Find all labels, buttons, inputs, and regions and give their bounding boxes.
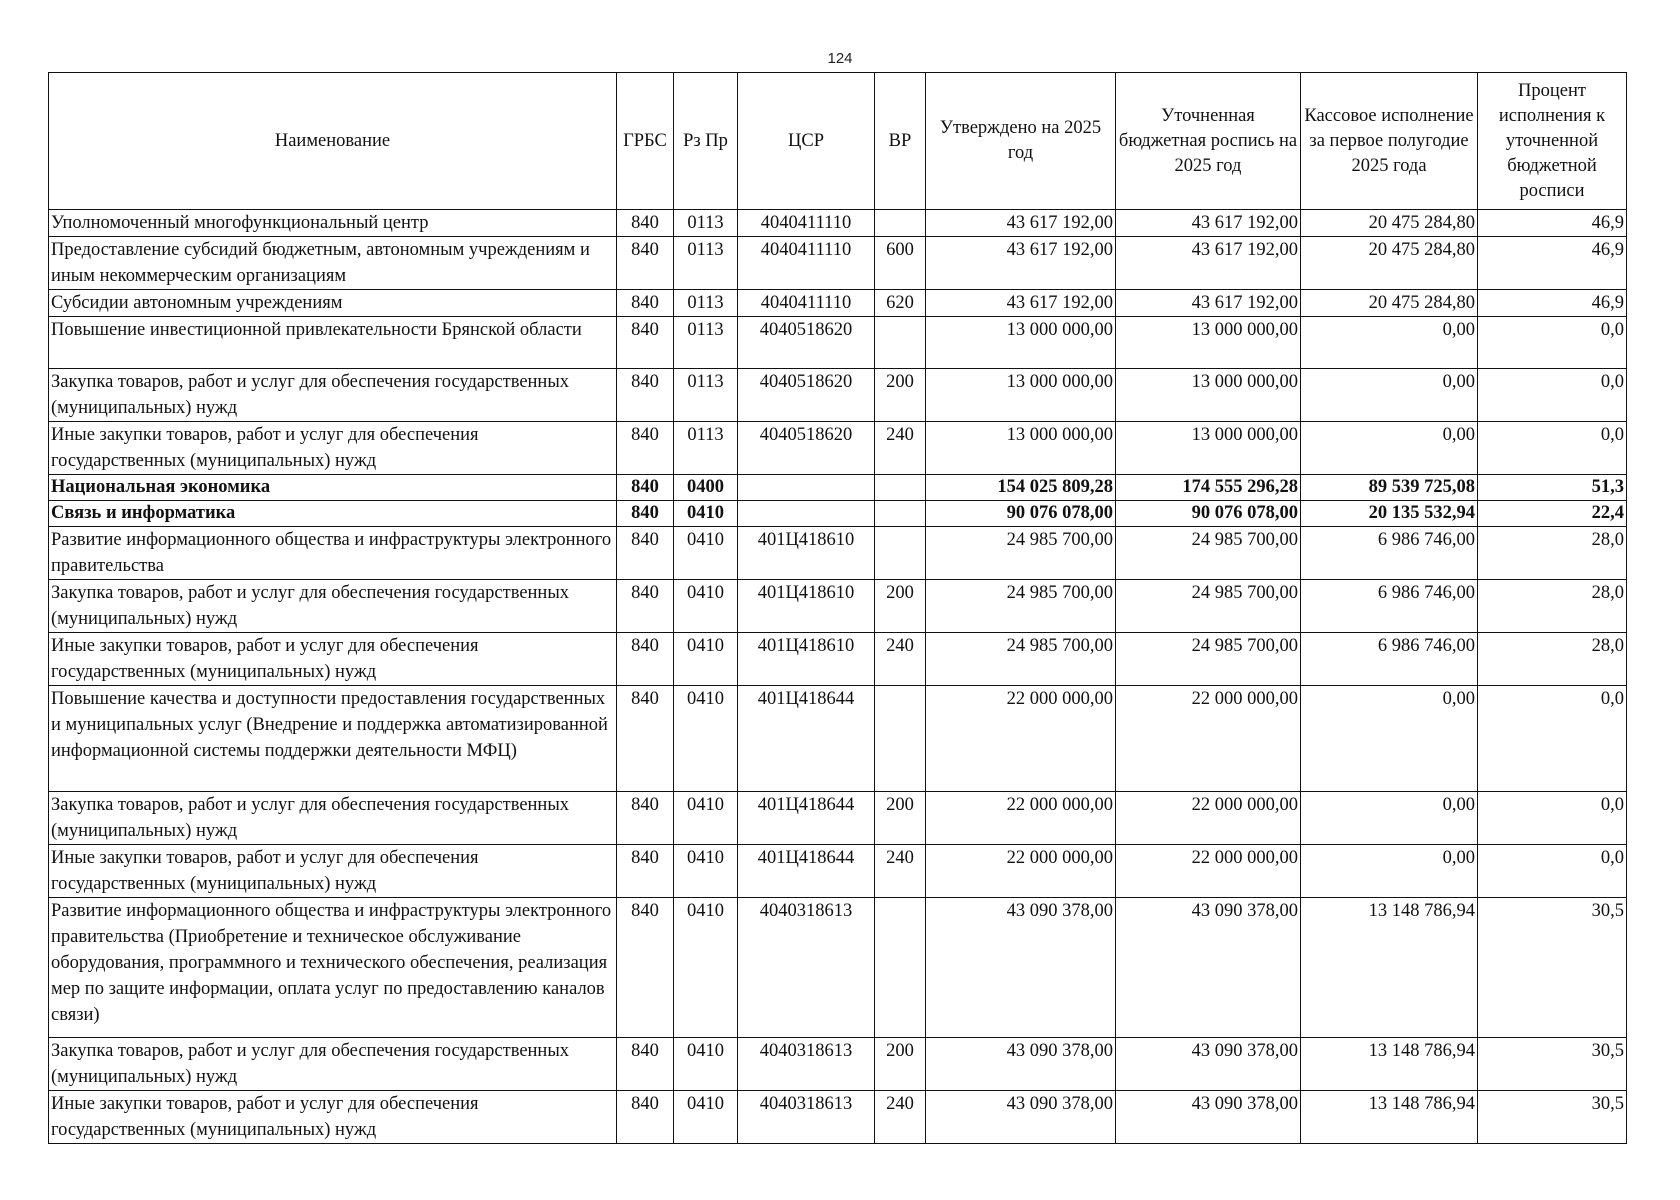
- header-rzpr: Рз Пр: [674, 73, 738, 210]
- cell-name: Закупка товаров, работ и услуг для обеспечения государственных (муниципальных) нужд: [49, 369, 617, 422]
- cell-vr: [875, 210, 926, 237]
- cell-cash: 0,00: [1301, 317, 1478, 369]
- cell-rzpr: 0113: [674, 237, 738, 290]
- table-row: [49, 501, 1627, 527]
- table-row: [49, 290, 1627, 317]
- table-row: [49, 845, 1627, 898]
- cell-refined: 24 985 700,00: [1116, 527, 1301, 580]
- cell-refined: 43 090 378,00: [1116, 898, 1301, 1038]
- cell-percent: 28,0: [1478, 633, 1627, 686]
- table-row: [49, 580, 1627, 633]
- cell-approved: 24 985 700,00: [926, 633, 1116, 686]
- cell-grbs: 840: [617, 580, 674, 633]
- cell-approved: 43 617 192,00: [926, 237, 1116, 290]
- cell-vr: 240: [875, 845, 926, 898]
- cell-vr: [875, 317, 926, 369]
- cell-cash: 6 986 746,00: [1301, 633, 1478, 686]
- cell-rzpr: 0410: [674, 580, 738, 633]
- cell-vr: 240: [875, 1091, 926, 1144]
- header-approved: Утверждено на 2025 год: [926, 73, 1116, 210]
- table-row: [49, 792, 1627, 845]
- cell-csr: 4040411110: [738, 237, 875, 290]
- cell-grbs: 840: [617, 527, 674, 580]
- cell-cash: 89 539 725,08: [1301, 475, 1478, 501]
- cell-approved: 43 617 192,00: [926, 290, 1116, 317]
- cell-refined: 43 617 192,00: [1116, 237, 1301, 290]
- cell-name: Закупка товаров, работ и услуг для обеспечения государственных (муниципальных) нужд: [49, 580, 617, 633]
- cell-csr: [738, 475, 875, 501]
- table-row: [49, 1038, 1627, 1091]
- cell-name: Закупка товаров, работ и услуг для обеспечения государственных (муниципальных) нужд: [49, 792, 617, 845]
- cell-refined: 43 090 378,00: [1116, 1091, 1301, 1144]
- cell-approved: 43 090 378,00: [926, 1091, 1116, 1144]
- cell-cash: 20 475 284,80: [1301, 290, 1478, 317]
- cell-grbs: 840: [617, 237, 674, 290]
- cell-rzpr: 0113: [674, 290, 738, 317]
- cell-name: Уполномоченный многофункциональный центр: [49, 210, 617, 237]
- header-refined: Уточненная бюджетная роспись на 2025 год: [1116, 73, 1301, 210]
- cell-vr: [875, 686, 926, 792]
- cell-cash: 13 148 786,94: [1301, 1038, 1478, 1091]
- cell-cash: 0,00: [1301, 369, 1478, 422]
- cell-vr: 200: [875, 792, 926, 845]
- cell-rzpr: 0410: [674, 686, 738, 792]
- cell-csr: 4040518620: [738, 369, 875, 422]
- cell-percent: 30,5: [1478, 1091, 1627, 1144]
- cell-refined: 43 090 378,00: [1116, 1038, 1301, 1091]
- cell-percent: 46,9: [1478, 290, 1627, 317]
- cell-csr: 401Ц418610: [738, 527, 875, 580]
- cell-rzpr: 0410: [674, 1038, 738, 1091]
- cell-approved: 22 000 000,00: [926, 792, 1116, 845]
- cell-percent: 46,9: [1478, 237, 1627, 290]
- cell-name: Иные закупки товаров, работ и услуг для обеспечения государственных (муниципальных) нужд: [49, 422, 617, 475]
- cell-vr: 200: [875, 1038, 926, 1091]
- cell-rzpr: 0410: [674, 527, 738, 580]
- cell-cash: 20 475 284,80: [1301, 210, 1478, 237]
- cell-name: Субсидии автономным учреждениям: [49, 290, 617, 317]
- cell-name: Национальная экономика: [49, 475, 617, 501]
- table-row: [49, 475, 1627, 501]
- table-row: [49, 210, 1627, 237]
- header-vr: ВР: [875, 73, 926, 210]
- cell-percent: 30,5: [1478, 1038, 1627, 1091]
- cell-vr: [875, 475, 926, 501]
- cell-grbs: 840: [617, 686, 674, 792]
- cell-rzpr: 0113: [674, 210, 738, 237]
- cell-grbs: 840: [617, 633, 674, 686]
- cell-grbs: 840: [617, 210, 674, 237]
- cell-approved: 154 025 809,28: [926, 475, 1116, 501]
- cell-approved: 43 090 378,00: [926, 898, 1116, 1038]
- cell-grbs: 840: [617, 1091, 674, 1144]
- cell-csr: [738, 501, 875, 527]
- cell-csr: 4040318613: [738, 898, 875, 1038]
- cell-grbs: 840: [617, 369, 674, 422]
- cell-cash: 20 475 284,80: [1301, 237, 1478, 290]
- cell-rzpr: 0410: [674, 1091, 738, 1144]
- table-row: [49, 898, 1627, 1038]
- cell-percent: 22,4: [1478, 501, 1627, 527]
- cell-approved: 22 000 000,00: [926, 845, 1116, 898]
- table-row: [49, 633, 1627, 686]
- header-grbs: ГРБС: [617, 73, 674, 210]
- cell-refined: 24 985 700,00: [1116, 633, 1301, 686]
- table-row: [49, 686, 1627, 792]
- cell-cash: 0,00: [1301, 792, 1478, 845]
- cell-refined: 22 000 000,00: [1116, 845, 1301, 898]
- cell-rzpr: 0113: [674, 369, 738, 422]
- cell-rzpr: 0410: [674, 501, 738, 527]
- cell-vr: [875, 501, 926, 527]
- cell-percent: 28,0: [1478, 527, 1627, 580]
- cell-approved: 43 617 192,00: [926, 210, 1116, 237]
- header-cash: Кассовое исполнение за первое полугодие 2025 года: [1301, 73, 1478, 210]
- cell-grbs: 840: [617, 898, 674, 1038]
- cell-cash: 0,00: [1301, 845, 1478, 898]
- cell-name: Иные закупки товаров, работ и услуг для обеспечения государственных (муниципальных) нужд: [49, 1091, 617, 1144]
- cell-csr: 401Ц418610: [738, 633, 875, 686]
- table-row: [49, 317, 1627, 369]
- table-row: [49, 1091, 1627, 1144]
- cell-name: Развитие информационного общества и инфраструктуры электронного правительства: [49, 527, 617, 580]
- cell-percent: 30,5: [1478, 898, 1627, 1038]
- table-body: [49, 210, 1627, 1144]
- cell-cash: 0,00: [1301, 422, 1478, 475]
- cell-refined: 43 617 192,00: [1116, 210, 1301, 237]
- cell-percent: 0,0: [1478, 686, 1627, 792]
- cell-approved: 13 000 000,00: [926, 422, 1116, 475]
- cell-cash: 13 148 786,94: [1301, 1091, 1478, 1144]
- cell-refined: 13 000 000,00: [1116, 317, 1301, 369]
- cell-percent: 0,0: [1478, 845, 1627, 898]
- cell-csr: 4040411110: [738, 290, 875, 317]
- cell-csr: 401Ц418644: [738, 792, 875, 845]
- cell-csr: 4040318613: [738, 1091, 875, 1144]
- cell-cash: 6 986 746,00: [1301, 527, 1478, 580]
- cell-csr: 401Ц418644: [738, 686, 875, 792]
- cell-cash: 6 986 746,00: [1301, 580, 1478, 633]
- cell-vr: 240: [875, 633, 926, 686]
- cell-name: Связь и информатика: [49, 501, 617, 527]
- cell-cash: 13 148 786,94: [1301, 898, 1478, 1038]
- cell-refined: 13 000 000,00: [1116, 369, 1301, 422]
- cell-percent: 0,0: [1478, 792, 1627, 845]
- cell-grbs: 840: [617, 317, 674, 369]
- cell-name: Предоставление субсидий бюджетным, автономным учреждениям и иным некоммерческим организациям: [49, 237, 617, 290]
- cell-vr: 620: [875, 290, 926, 317]
- cell-vr: 240: [875, 422, 926, 475]
- cell-rzpr: 0410: [674, 792, 738, 845]
- cell-cash: 0,00: [1301, 686, 1478, 792]
- cell-csr: 401Ц418610: [738, 580, 875, 633]
- cell-rzpr: 0410: [674, 633, 738, 686]
- cell-vr: 200: [875, 580, 926, 633]
- cell-name: Повышение инвестиционной привлекательности Брянской области: [49, 317, 617, 369]
- table-row: [49, 369, 1627, 422]
- cell-name: Иные закупки товаров, работ и услуг для обеспечения государственных (муниципальных) нужд: [49, 845, 617, 898]
- page-number: 124: [827, 50, 853, 67]
- table-row: [49, 422, 1627, 475]
- cell-refined: 43 617 192,00: [1116, 290, 1301, 317]
- cell-rzpr: 0400: [674, 475, 738, 501]
- header-csr: ЦСР: [738, 73, 875, 210]
- cell-grbs: 840: [617, 845, 674, 898]
- cell-percent: 51,3: [1478, 475, 1627, 501]
- cell-refined: 22 000 000,00: [1116, 686, 1301, 792]
- cell-grbs: 840: [617, 475, 674, 501]
- cell-csr: 4040411110: [738, 210, 875, 237]
- cell-csr: 401Ц418644: [738, 845, 875, 898]
- cell-refined: 90 076 078,00: [1116, 501, 1301, 527]
- cell-vr: [875, 898, 926, 1038]
- table-header-row: [49, 73, 1627, 210]
- cell-approved: 22 000 000,00: [926, 686, 1116, 792]
- table-row: [49, 237, 1627, 290]
- cell-refined: 13 000 000,00: [1116, 422, 1301, 475]
- cell-refined: 22 000 000,00: [1116, 792, 1301, 845]
- table-row: [49, 527, 1627, 580]
- cell-name: Развитие информационного общества и инфраструктуры электронного правительства (Приобретение и техническое обслуживание оборудования, программного и технического обеспечения, реализация мер по защите информации, оплата услуг по предоставлению каналов связи): [49, 898, 617, 1038]
- cell-approved: 24 985 700,00: [926, 580, 1116, 633]
- cell-name: Иные закупки товаров, работ и услуг для обеспечения государственных (муниципальных) нужд: [49, 633, 617, 686]
- cell-vr: 200: [875, 369, 926, 422]
- cell-percent: 46,9: [1478, 210, 1627, 237]
- cell-approved: 24 985 700,00: [926, 527, 1116, 580]
- cell-grbs: 840: [617, 290, 674, 317]
- cell-grbs: 840: [617, 422, 674, 475]
- cell-approved: 90 076 078,00: [926, 501, 1116, 527]
- cell-approved: 43 090 378,00: [926, 1038, 1116, 1091]
- cell-csr: 4040318613: [738, 1038, 875, 1091]
- cell-cash: 20 135 532,94: [1301, 501, 1478, 527]
- cell-vr: [875, 527, 926, 580]
- cell-percent: 0,0: [1478, 369, 1627, 422]
- cell-name: Закупка товаров, работ и услуг для обеспечения государственных (муниципальных) нужд: [49, 1038, 617, 1091]
- header-name: Наименование: [49, 73, 617, 210]
- cell-rzpr: 0113: [674, 422, 738, 475]
- cell-rzpr: 0410: [674, 898, 738, 1038]
- cell-grbs: 840: [617, 1038, 674, 1091]
- header-percent: Процент исполнения к уточненной бюджетной росписи: [1478, 73, 1627, 210]
- cell-percent: 28,0: [1478, 580, 1627, 633]
- cell-csr: 4040518620: [738, 422, 875, 475]
- cell-percent: 0,0: [1478, 422, 1627, 475]
- cell-percent: 0,0: [1478, 317, 1627, 369]
- cell-rzpr: 0113: [674, 317, 738, 369]
- cell-refined: 174 555 296,28: [1116, 475, 1301, 501]
- cell-approved: 13 000 000,00: [926, 317, 1116, 369]
- cell-grbs: 840: [617, 792, 674, 845]
- cell-rzpr: 0410: [674, 845, 738, 898]
- cell-refined: 24 985 700,00: [1116, 580, 1301, 633]
- cell-approved: 13 000 000,00: [926, 369, 1116, 422]
- cell-name: Повышение качества и доступности предоставления государственных и муниципальных услуг (Внедрение и поддержка автоматизированной информационной системы поддержки деятельности МФЦ): [49, 686, 617, 792]
- cell-grbs: 840: [617, 501, 674, 527]
- cell-vr: 600: [875, 237, 926, 290]
- cell-csr: 4040518620: [738, 317, 875, 369]
- budget-table: [48, 72, 1627, 1144]
